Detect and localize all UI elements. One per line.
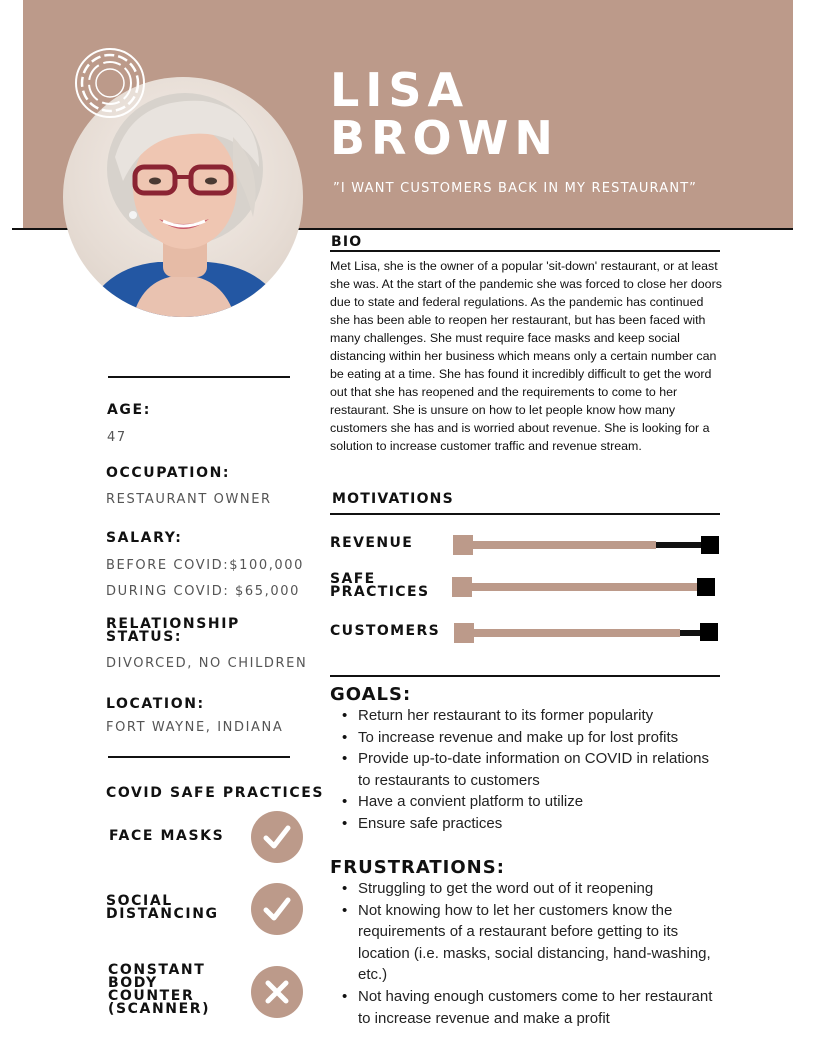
covid-item-scanner-label-line2: BODY [108,975,158,991]
persona-last-name: BROWN [330,111,559,165]
covid-item-scanner-label-line1: CONSTANT [108,962,206,978]
occupation-value: RESTAURANT OWNER [106,492,272,507]
slider-end-marker [700,623,718,641]
goal-item: • To increase revenue and make up for lost profits [330,727,722,749]
slider-end-marker [697,578,715,596]
relationship-label-line2: STATUS: [106,629,183,645]
location-label: LOCATION: [106,696,205,712]
motivation-customers-slider [454,622,720,644]
motivation-safe-label-line1: SAFE [330,571,376,587]
salary-label: SALARY: [106,530,183,546]
slider-fill [462,583,703,591]
salary-before-value: BEFORE COVID:$100,000 [106,558,305,573]
social-distancing-check-icon [251,883,303,935]
motivation-revenue-slider [453,534,719,556]
covid-heading: COVID SAFE PRACTICES [106,785,325,801]
motivation-safe-label-line2: PRACTICES [330,584,430,600]
frustrations-heading: FRUSTRATIONS: [330,857,505,878]
age-value: 47 [107,430,127,445]
covid-item-social-distancing-label-line1: SOCIAL [106,893,173,909]
occupation-label: OCCUPATION: [106,465,231,481]
goal-item: • Provide up-to-date information on COVID in relations to restaurants to customers [330,748,722,791]
goal-item: • Return her restaurant to its former popularity [330,705,722,727]
decorative-stamp-icon [73,46,147,120]
relationship-value: DIVORCED, NO CHILDREN [106,656,308,671]
motivations-bottom-divider [330,675,720,677]
frustration-item: • Not having enough customers come to her restaurant to increase revenue and make a profit [330,986,722,1029]
frustration-item: • Struggling to get the word out of it reopening [330,878,722,900]
bio-divider [330,250,720,252]
slider-end-marker [701,536,719,554]
frustrations-list [330,878,722,1029]
slider-start-handle [453,535,473,555]
face-masks-check-icon [251,811,303,863]
covid-item-scanner-label-line3: COUNTER [108,988,195,1004]
bio-heading: BIO [331,234,363,250]
relationship-label-line1: RELATIONSHIP [106,616,240,632]
scanner-cross-icon [251,966,303,1018]
covid-item-scanner-label-line4: (SCANNER) [108,1001,211,1017]
frustration-item: • Not knowing how to let her customers know the requirements of a restaurant before getting to its location (i.e. masks, social distancing, hand-washing, etc.) [330,900,722,986]
goal-item: • Have a convient platform to utilize [330,791,722,813]
persona-first-name: LISA [330,63,470,117]
goals-list [330,705,722,835]
covid-item-face-masks-label: FACE MASKS [109,828,225,844]
motivation-customers-label: CUSTOMERS [330,623,441,639]
bio-text: Met Lisa, she is the owner of a popular 'sit-down' restaurant, or at least she was. At the start of the pandemic she was forced to close her doors due to state and federal regulations. As the pandemic has continued she has been able to reopen her restaurant, but has been faced with many challenges. She must require face masks and keep social distancing within her business which means only a certain number can be eating at a time. She has found it incredibly difficult to get the word out that she has reopened and the requirements to come to her restaurant. She is unsure on how to let people know how many customers she has and is worried about revenue. She is looking for a solution to increase customer traffic and revenue stream. [330,259,722,453]
slider-fill [464,629,680,637]
motivation-revenue-label: REVENUE [330,535,414,551]
persona-quote: ”I WANT CUSTOMERS BACK IN MY RESTAURANT” [333,181,698,196]
details-bottom-divider [108,756,290,758]
goals-heading: GOALS: [330,684,412,705]
details-top-divider [108,376,290,378]
slider-start-handle [454,623,474,643]
motivation-safe-practices-slider [452,576,718,598]
age-label: AGE: [107,402,151,418]
location-value: FORT WAYNE, INDIANA [106,720,284,735]
motivations-divider [330,513,720,515]
slider-fill [463,541,656,549]
motivations-heading: MOTIVATIONS [332,491,454,507]
salary-during-value: DURING COVID: $65,000 [106,584,301,599]
slider-start-handle [452,577,472,597]
covid-item-social-distancing-label-line2: DISTANCING [106,906,219,922]
goal-item: • Ensure safe practices [330,813,722,835]
